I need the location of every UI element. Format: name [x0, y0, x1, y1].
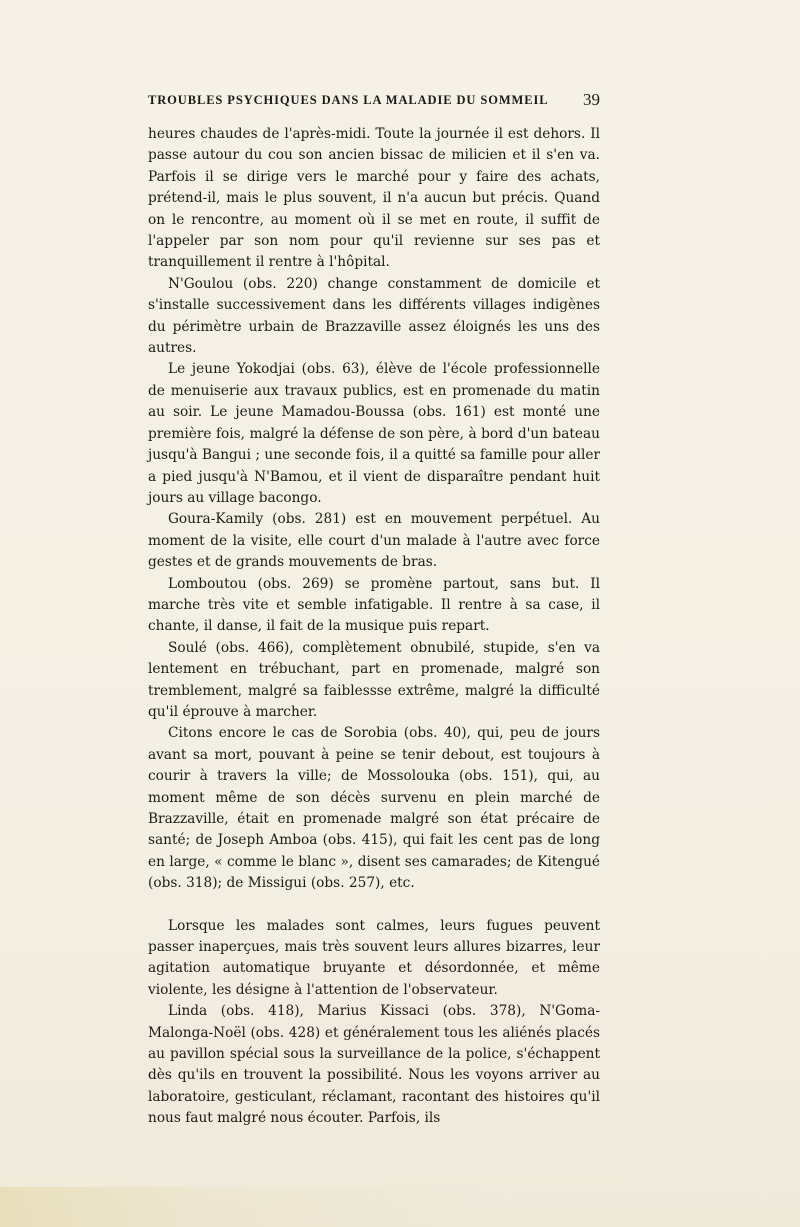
paragraph-sorobia: Citons encore le cas de Sorobia (obs. 40), qui, peu de jours avant sa mort, pouvant à peine se tenir debout, est toujours à courir à travers la ville; de Mossolouka (obs. 151), qui, au moment même de son décès survenu en plein marché de Brazzaville, était en promenade malgré son état précaire de santé; de Joseph Amboa (obs. 415), qui fait les cent pas de long en large, « comme le blanc », disent ses camarades; de Kitengué (obs. 318); de Missigui (obs. 257), etc. [148, 725, 600, 892]
paper-stain [0, 1187, 800, 1227]
body-text [148, 124, 600, 1130]
paragraph-ngoulou: N'Goulou (obs. 220) change constamment de domicile et s'installe successivement dans les différents villages indigènes du périmètre urbain de Brazzaville assez éloignés les uns des autres. [148, 275, 600, 357]
paragraph-soule: Soulé (obs. 466), complètement obnubilé, stupide, s'en va lentement en trébuchant, part en promenade, malgré son tremblement, malgré sa faiblessse extrême, malgré la difficulté qu'il éprouve à marcher. [148, 639, 600, 720]
page-header [148, 90, 600, 114]
paragraph-continuation: heures chaudes de l'après-midi. Toute la journée il est dehors. Il passe autour du cou son ancien bissac de milicien et il s'en va. Parfois il se dirige vers le marché pour y faire des achats, prétend-il, mais le plus souvent, il n'a aucun but précis. Quand on le rencontre, au moment où il se met en route, il suffit de l'appeler par son nom pour qu'il revienne sur ses pas et tranquillement il rentre à l'hôpital. [148, 126, 600, 271]
paragraph-lomboutou: Lomboutou (obs. 269) se promène partout, sans but. Il marche très vite et semble infatigable. Il rentre à sa case, il chante, il danse, il fait de la musique puis repart. [148, 575, 600, 635]
paragraph-yokodjai: Le jeune Yokodjai (obs. 63), élève de l'école professionnelle de menuiserie aux travaux publics, est en promenade du matin au soir. Le jeune Mamadou-Boussa (obs. 161) est monté une première fois, malgré la défense de son père, à bord d'un bateau jusqu'à Bangui ; une seconde fois, il a quitté sa famille pour aller a pied jusqu'à N'Bamou, et il vient de disparaître pendant huit jours au village bacongo. [148, 361, 600, 506]
paragraph-linda: Linda (obs. 418), Marius Kissaci (obs. 378), N'Goma-Malonga-Noël (obs. 428) et généralement tous les aliénés placés au pavillon spécial sous la surveillance de la police, s'échappent dès qu'ils en trouvent la possibilité. Nous les voyons arriver au laboratoire, gesticulant, réclamant, racontant des histoires qu'il nous faut malgré nous écouter. Parfois, ils [148, 1003, 600, 1127]
running-title: TROUBLES PSYCHIQUES DANS LA MALADIE DU SOMMEIL [148, 93, 549, 107]
paragraph-goura-kamily: Goura-Kamily (obs. 281) est en mouvement perpétuel. Au moment de la visite, elle court d'un malade à l'autre avec force gestes et de grands mouvements de bras. [148, 511, 600, 571]
page-number: 39 [583, 90, 600, 109]
paragraph-malades-calmes: Lorsque les malades sont calmes, leurs fugues peuvent passer inaperçues, mais très souvent leurs allures bizarres, leur agitation automatique bruyante et désordonnée, et même violente, les désigne à l'attention de l'observateur. [148, 917, 600, 998]
